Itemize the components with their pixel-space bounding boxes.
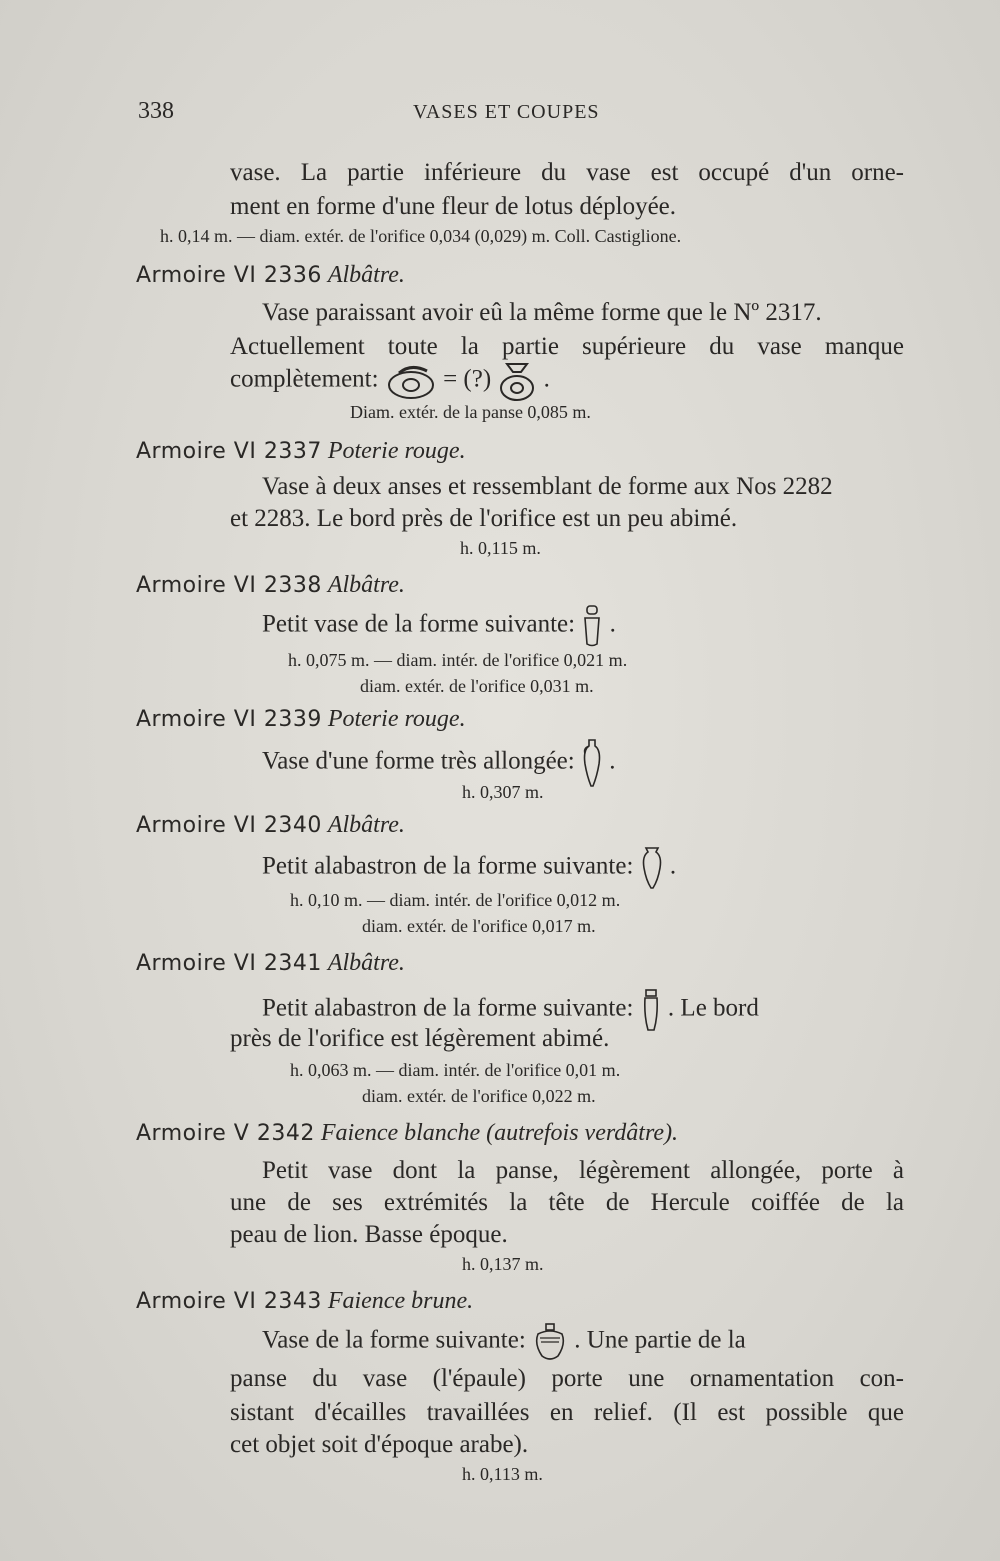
- entry-2343-line-1-text: Vase de la forme suivante:: [262, 1326, 526, 1354]
- entry-2342-line-2: une de ses extrémités la tête de Hercule coiffée de la: [230, 1189, 904, 1216]
- entry-material: Faience brune.: [327, 1288, 474, 1314]
- entry-2337-line-2: et 2283. Le bord près de l'orifice est un peu abimé.: [230, 505, 738, 532]
- entry-label: Armoire VI 2339: [136, 707, 322, 732]
- entry-2339-line-1: [262, 738, 936, 788]
- entry-heading-2341: [136, 950, 405, 977]
- entry-heading-2339: [136, 706, 466, 733]
- end-period: .: [543, 365, 550, 393]
- intro-meta: h. 0,14 m. — diam. extér. de l'orifice 0,034 (0,029) m. Coll. Castiglione.: [160, 226, 682, 246]
- end-period: .: [609, 747, 616, 775]
- entry-2341-meta-1: h. 0,063 m. — diam. intér. de l'orifice 0,01 m.: [290, 1060, 621, 1080]
- entry-heading-2340: [136, 812, 405, 839]
- entry-2339-meta: h. 0,307 m.: [462, 782, 544, 802]
- entry-2338-line-1-text: Petit vase de la forme suivante:: [262, 610, 576, 638]
- entry-2341-meta-2: diam. extér. de l'orifice 0,022 m.: [362, 1086, 596, 1106]
- entry-material: Poterie rouge.: [327, 438, 466, 464]
- entry-label: Armoire V 2342: [136, 1121, 315, 1146]
- entry-2337-line-1: Vase à deux anses et ressemblant de forme aux Nos 2282: [262, 473, 833, 500]
- entry-heading-2338: [136, 572, 405, 599]
- page-number: 338: [138, 98, 174, 124]
- entry-2339-line-1-text: Vase d'une forme très allongée:: [262, 747, 575, 775]
- entry-2342-line-1: Petit vase dont la panse, légèrement allongée, porte à: [262, 1157, 904, 1184]
- entry-2340-line-1-text: Petit alabastron de la forme suivante:: [262, 852, 634, 880]
- entry-material: Albâtre.: [327, 950, 405, 976]
- alabastron-shape-icon: [640, 846, 664, 890]
- entry-2342-meta: h. 0,137 m.: [462, 1254, 544, 1274]
- round-vase-shape-icon: [532, 1322, 568, 1362]
- entry-2336-line-3: [230, 360, 904, 402]
- entry-2338-meta-2: diam. extér. de l'orifice 0,031 m.: [360, 676, 594, 696]
- intro-line-1: vase. La partie inférieure du vase est occupé d'un orne-: [230, 159, 904, 186]
- entry-2341-line-1-text: Petit alabastron de la forme suivante:: [262, 994, 634, 1022]
- entry-2342-line-3: peau de lion. Basse époque.: [230, 1221, 508, 1248]
- hieroglyph-vessel-icon: [497, 360, 537, 402]
- entry-2343-line-3: sistant d'écailles travaillées en relief. (Il est possible que: [230, 1399, 904, 1426]
- entry-heading-2336: [136, 262, 405, 289]
- entry-2336-line-2: Actuellement toute la partie supérieure du vase manque: [230, 333, 904, 360]
- entry-label: Armoire VI 2343: [136, 1289, 322, 1314]
- entry-2343-line-1-rest: . Une partie de la: [574, 1326, 746, 1354]
- entry-label: Armoire VI 2340: [136, 813, 322, 838]
- entry-2340-line-1: [262, 846, 936, 890]
- vase-shape-icon: [581, 604, 603, 648]
- end-period: .: [669, 852, 677, 880]
- entry-2343-line-4: cet objet soit d'époque arabe).: [230, 1431, 529, 1458]
- amphora-shape-icon: [581, 738, 603, 788]
- entry-heading-2342: [136, 1120, 678, 1147]
- intro-line-2: ment en forme d'une fleur de lotus déployée.: [230, 193, 677, 220]
- end-period: .: [609, 610, 616, 638]
- entry-2343-meta: h. 0,113 m.: [462, 1464, 543, 1484]
- entry-label: Armoire VI 2338: [136, 573, 322, 598]
- entry-2341-line-2: près de l'orifice est légèrement abimé.: [230, 1025, 610, 1052]
- entry-2343-line-2: panse du vase (l'épaule) porte une ornamentation con-: [230, 1365, 904, 1392]
- entry-2340-meta-2: diam. extér. de l'orifice 0,017 m.: [362, 916, 596, 936]
- entry-material: Albâtre.: [327, 572, 405, 598]
- uncertain-mark: (?): [463, 365, 492, 393]
- entry-2338-meta-1: h. 0,075 m. — diam. intér. de l'orifice 0,021 m.: [288, 650, 628, 670]
- entry-material: Faience blanche (autrefois verdâtre).: [320, 1120, 679, 1146]
- entry-heading-2337: [136, 438, 466, 465]
- running-title: VASES ET COUPES: [413, 101, 600, 123]
- entry-2336-meta: Diam. extér. de la panse 0,085 m.: [350, 402, 591, 422]
- entry-2337-meta: h. 0,115 m.: [460, 538, 541, 558]
- entry-material: Albâtre.: [327, 812, 405, 838]
- entry-material: Poterie rouge.: [327, 706, 466, 732]
- entry-material: Albâtre.: [327, 262, 405, 288]
- hieroglyph-pot-icon: [385, 361, 437, 401]
- entry-2336-line-1: Vase paraissant avoir eû la même forme que le Nº 2317.: [262, 299, 822, 326]
- entry-2341-line-1-rest: . Le bord: [667, 994, 759, 1022]
- entry-2336-line-3-text: complètement:: [230, 365, 379, 393]
- entry-heading-2343: [136, 1288, 473, 1315]
- entry-2343-line-1: [262, 1322, 904, 1362]
- entry-label: Armoire VI 2337: [136, 439, 322, 464]
- entry-2338-line-1: [262, 604, 936, 648]
- equals-sign: =: [443, 365, 458, 393]
- entry-label: Armoire VI 2341: [136, 951, 322, 976]
- entry-label: Armoire VI 2336: [136, 263, 322, 288]
- entry-2340-meta-1: h. 0,10 m. — diam. intér. de l'orifice 0,012 m.: [290, 890, 621, 910]
